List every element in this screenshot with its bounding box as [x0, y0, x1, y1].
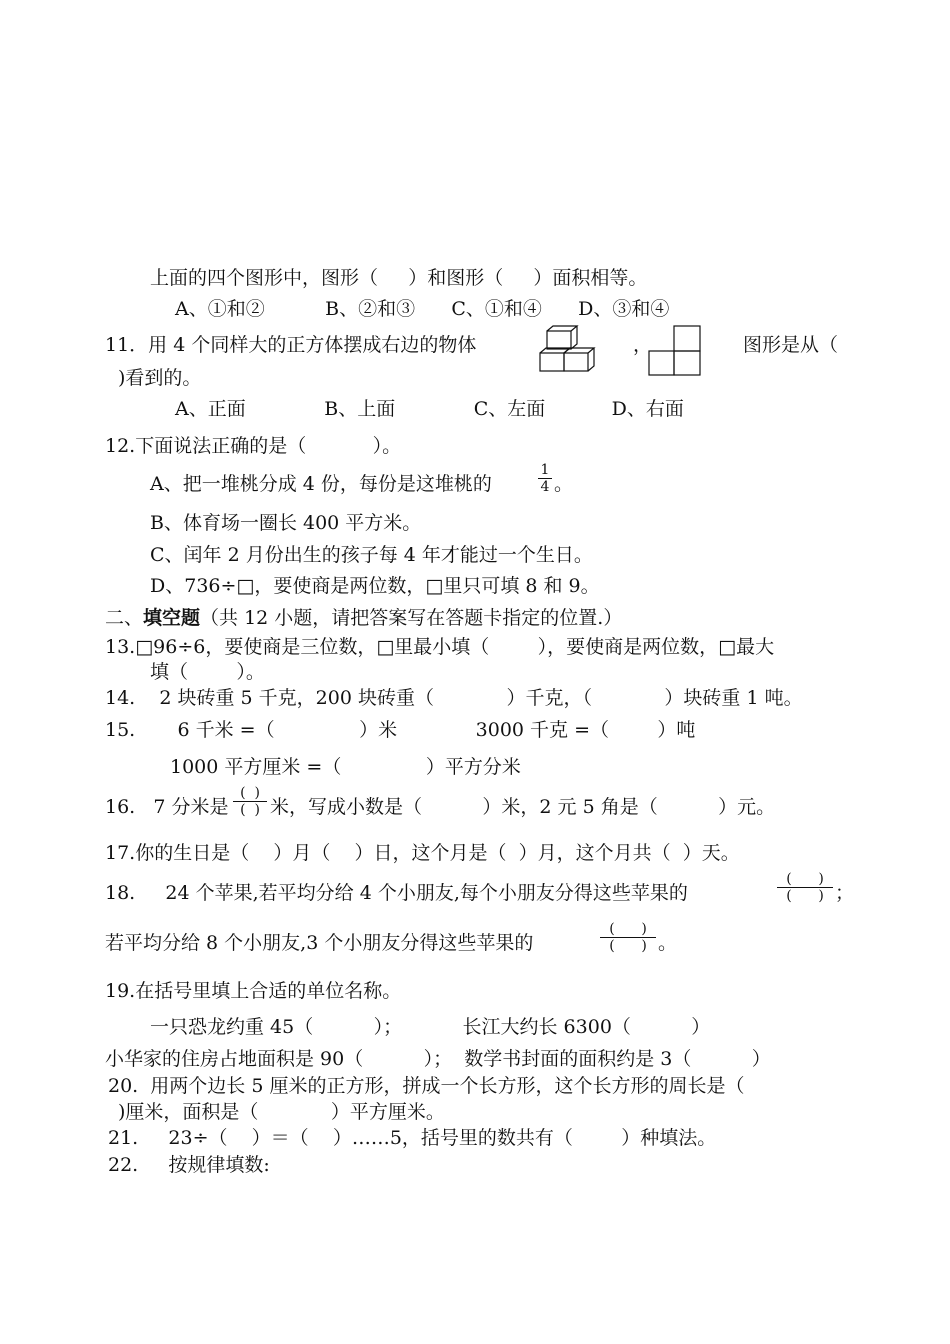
q12-option-c: C、闰年 2 月份出生的孩子每 4 年才能过一个生日。: [150, 544, 593, 566]
q18-line-2: 若平均分给 8 个小朋友,3 个小朋友分得这些苹果的: [105, 932, 534, 954]
q19-line-1: 一只恐龙约重 45（ ）； 长江大约长 6300（ ）: [150, 1016, 711, 1038]
q12-option-b: B、体育场一圈长 400 平方米。: [150, 512, 422, 534]
q11-comma: ，: [633, 334, 653, 356]
q13-line-2: 填（ ）。: [150, 661, 265, 683]
q18-line-1-end: ；: [835, 882, 855, 904]
fraction-blank: ( ) ( ): [233, 786, 267, 817]
fraction-blank-wide: ( ) ( ): [777, 872, 833, 903]
q11-options: A、正面 B、上面 C、左面 D、右面: [175, 398, 684, 420]
q12-stem: 12.下面说法正确的是（ ）。: [105, 435, 402, 457]
q15-line-1: 15. 6 千米 =（ ）米 3000 千克 =（ ）吨: [105, 719, 696, 741]
q10-options: A、①和② B、②和③ C、①和④ D、③和④: [175, 298, 670, 320]
section-2-heading: 二、填空题（共 12 小题，请把答案写在答题卡指定的位置.）: [105, 607, 623, 629]
fraction-blank-wide: ( ) ( ): [600, 922, 656, 953]
q12-option-a: A、把一堆桃分成 4 份，每份是这堆桃的: [150, 473, 492, 495]
cube-stack-figure: [537, 325, 601, 375]
line-compare-area: 上面的四个图形中，图形（ ）和图形（ ）面积相等。: [150, 267, 648, 289]
q12-option-a-end: 。: [554, 473, 574, 495]
q16-start: 16. 7 分米是: [105, 796, 229, 818]
q20-line-2: )厘米，面积是（ ）平方厘米。: [118, 1101, 445, 1123]
q11-stem-cont: )看到的。: [118, 367, 202, 389]
q22: 22. 按规律填数:: [108, 1154, 270, 1176]
view-figure: [648, 325, 702, 377]
q11-stem-end: 图形是从（: [743, 334, 839, 356]
q13-line-1: 13.□96÷6，要使商是三位数，□里最小填（ ），要使商是两位数，□最大: [105, 636, 775, 658]
q21: 21. 23÷（ ）＝（ ）……5，括号里的数共有（ ）种填法。: [108, 1127, 717, 1149]
q20-line-1: 20. 用两个边长 5 厘米的正方形，拼成一个长方形，这个长方形的周长是（: [108, 1075, 745, 1097]
q18-line-2-end: 。: [658, 932, 678, 954]
q19-stem: 19.在括号里填上合适的单位名称。: [105, 980, 402, 1002]
q11-stem: 11．用 4 个同样大的正方体摆成右边的物体: [105, 334, 477, 356]
q15-line-2: 1000 平方厘米 =（ ）平方分米: [170, 756, 521, 778]
q19-line-2: 小华家的住房占地面积是 90（ ）； 数学书封面的面积约是 3（ ）: [105, 1048, 771, 1070]
q14: 14. 2 块砖重 5 千克，200 块砖重（ ）千克，（ ）块砖重 1 吨。: [105, 687, 803, 709]
q18-line-1: 18. 24 个苹果,若平均分给 4 个小朋友,每个小朋友分得这些苹果的: [105, 882, 688, 904]
q17: 17.你的生日是（ ）月（ ）日，这个月是（ ）月，这个月共（ ）天。: [105, 842, 740, 864]
fraction-one-quarter: 1 4: [538, 463, 552, 494]
q12-option-d: D、736÷□，要使商是两位数，□里只可填 8 和 9。: [150, 575, 600, 597]
q16-rest: 米，写成小数是（ ）米，2 元 5 角是（ ）元。: [270, 796, 776, 818]
